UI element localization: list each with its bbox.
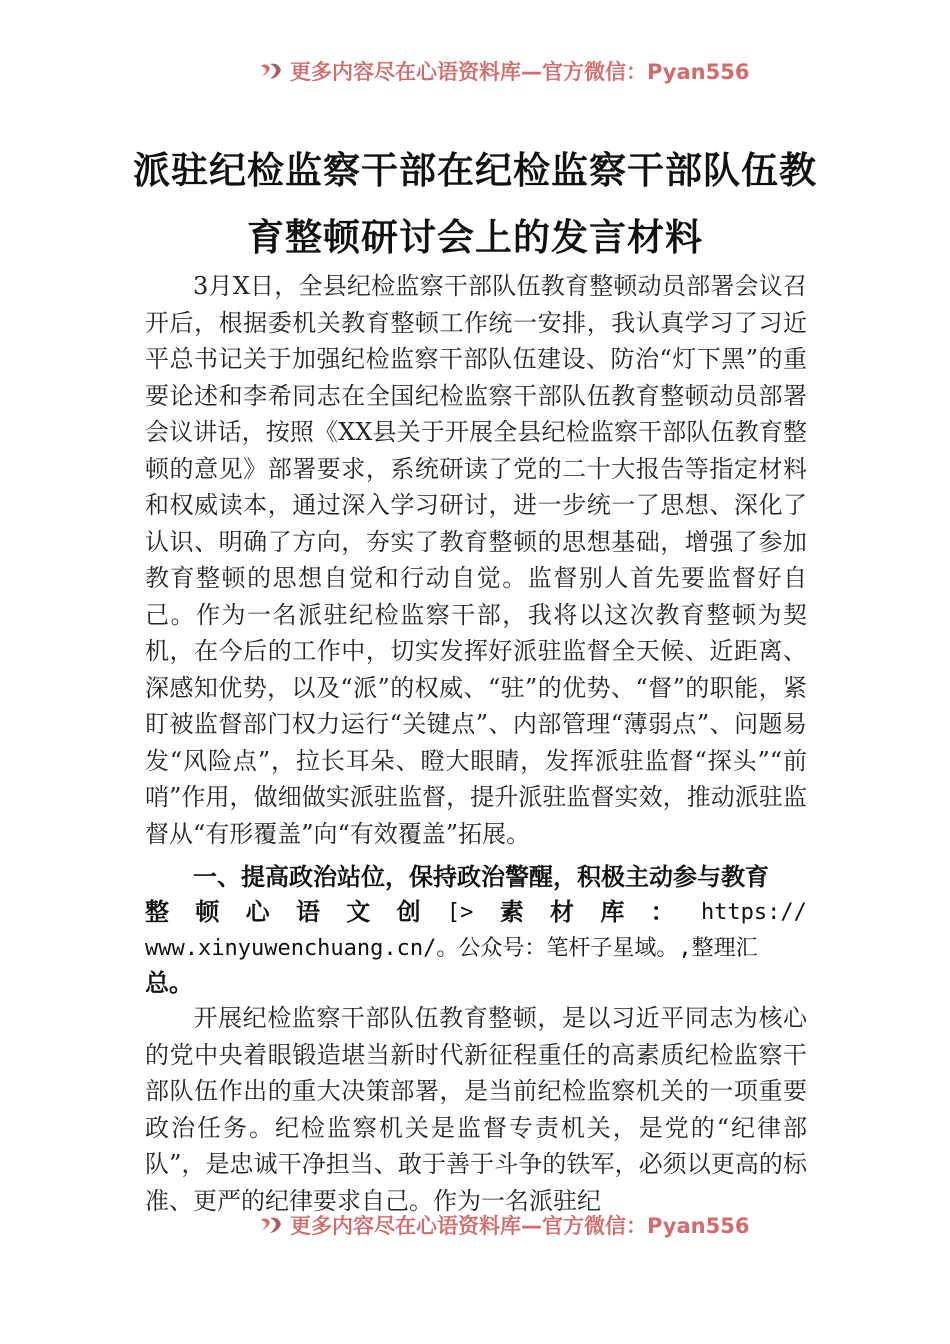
watermark-text: 更多内容尽在心语资料库—官方微信：Pyan556 — [290, 1214, 750, 1238]
spread-char: 库 — [600, 898, 625, 926]
spread-char: 材 — [550, 898, 574, 926]
spread-char: 创 — [396, 898, 421, 926]
page-title-line-1: 派驻纪检监察干部在纪检监察干部队伍教 — [133, 148, 817, 192]
watermark-text: 更多内容尽在心语资料库—官方微信：Pyan556 — [290, 60, 750, 84]
logo-icon — [258, 1214, 284, 1236]
section-heading-1-line-1: 一、提高政治站位，保持政治警醒，积极主动参与教育 — [193, 863, 769, 891]
paragraph-intro — [145, 268, 807, 852]
spread-char: 顿 — [195, 898, 220, 926]
spread-char: 素 — [499, 898, 524, 926]
paragraph-intro-text: 3月X日，全县纪检监察干部队伍教育整顿动员部署会议召开后，根据委机关教育整顿工作统一安排，我认真学习了习近平总书记关于加强纪检监察干部队伍建设、防治“灯下黑”的重要论述和李希同志在全国纪检监察干部队伍教育整顿动员部署会议讲话，按照《XX县关于开展全县纪检监察干部队伍教育整顿的意见》部署要求，系统研读了党的二十大报告等指定材料和权威读本，通过深入学习研讨，进一步统一了思想、深化了认识、明确了方向，夯实了教育整顿的思想基础，增强了参加教育整顿的思想自觉和行动自觉。监督别人首先要监督好自己。作为一名派驻纪检监察干部，我将以这次教育整顿为契机，在今后的工作中，切实发挥好派驻监督全天候、近距离、深感知优势，以及“派”的权威、“驻”的优势、“督”的职能，紧盯被监督部门权力运行“关键点”、内部管理“薄弱点”、问题易发“风险点”，拉长耳朵、瞪大眼睛，发挥派驻监督“探头”“前哨”作用，做细做实派驻监督，提升派驻监督实效，推动派驻监督从“有形覆盖”向“有效覆盖”拓展。 — [145, 272, 807, 848]
section-heading-1-line-3-text: www.xinyuwenchuang.cn/。公众号：笔杆子星域。,整理汇 — [145, 936, 758, 961]
paragraph-section-1 — [145, 1000, 807, 1219]
watermark-bottom — [0, 1204, 950, 1244]
section-heading-1-line-2 — [145, 895, 807, 930]
spread-char: 整 — [145, 898, 169, 926]
spread-char: 语 — [295, 898, 320, 926]
paragraph-section-1-text: 开展纪检监察干部队伍教育整顿，是以习近平同志为核心的党中央着眼锻造堪当新时代新征程重任的高素质纪检监察干部队伍作出的重大决策部署，是当前纪检监察机关的一项重要政治任务。纪检监察机关是监督专责机关，是党的“纪律部队”，是忠诚干净担当、敢于善于斗争的铁军，必须以更高的标准、更严的纪律要求自己。作为一名派驻纪 — [145, 1004, 807, 1215]
page-title-line-2: 育整顿研讨会上的发言材料 — [247, 215, 703, 259]
section-heading-1-line-3 — [145, 930, 807, 966]
spread-char: https:// — [700, 900, 807, 925]
section-heading-1-line-4: 总。 — [145, 969, 193, 997]
spread-char: 文 — [346, 898, 371, 926]
watermark-top — [0, 48, 950, 88]
spread-char: ： — [650, 898, 675, 926]
logo-icon — [258, 60, 284, 82]
spread-char: [> — [446, 900, 474, 925]
section-heading-1 — [145, 860, 807, 1001]
spread-char: 心 — [245, 898, 270, 926]
